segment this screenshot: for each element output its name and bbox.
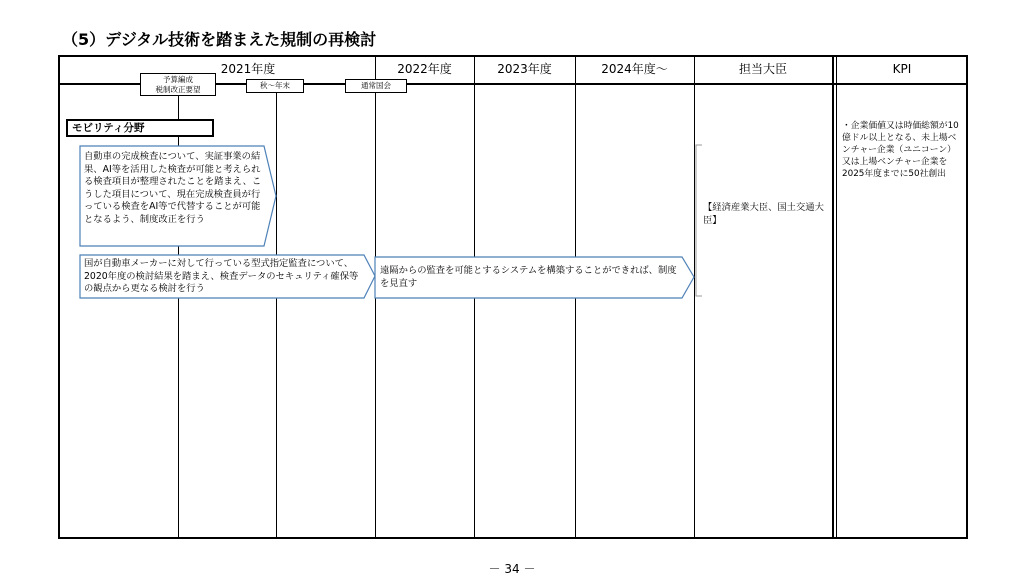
item2-text: 国が自動車メーカーに対して行っている型式指定監査について、2020年度の検討結果を踏まえ、検査データのセキュリティ確保等の観点から更なる検討を行う <box>84 258 359 294</box>
tag-diet: 通常国会 <box>345 79 407 93</box>
page-title: （5）デジタル技術を踏まえた規制の再検討 <box>62 30 377 49</box>
page-number: － 34 － <box>488 562 536 576</box>
item3-text: 遠隔からの監査を可能とするシステムを構築することができれば、制度を見直す <box>380 265 677 289</box>
header-2022: 2022年度 <box>397 62 452 76</box>
tag-budget-line1: 予算編成 <box>163 75 193 84</box>
tag-budget-line2: 税制改正要望 <box>155 85 201 94</box>
section-label: モビリティ分野 <box>66 119 214 137</box>
header-minister: 担当大臣 <box>738 62 787 76</box>
header-2023: 2023年度 <box>497 62 552 76</box>
header-2021: 2021年度 <box>220 62 276 76</box>
header-2024: 2024年度～ <box>601 62 668 76</box>
header-kpi: KPI <box>892 62 912 76</box>
tag-autumn: 秋～年末 <box>246 79 304 93</box>
minister-text: 【経済産業大臣、国土交通大臣】 <box>703 202 824 226</box>
kpi-text: ・企業価値又は時価総額が10億ドル以上となる、未上場ベンチャー企業（ユニコーン）又は上場ベンチャー企業を2025年度までに50社創出 <box>842 121 959 179</box>
item1-text: 自動車の完成検査について、実証事業の結果、AI等を活用した検査が可能と考えられる検査項目が整理されたことを踏まえ、こうした項目について、現在完成検査員が行っている検査をAI等で代替することが可能となるよう、制度改正を行う <box>84 151 262 225</box>
